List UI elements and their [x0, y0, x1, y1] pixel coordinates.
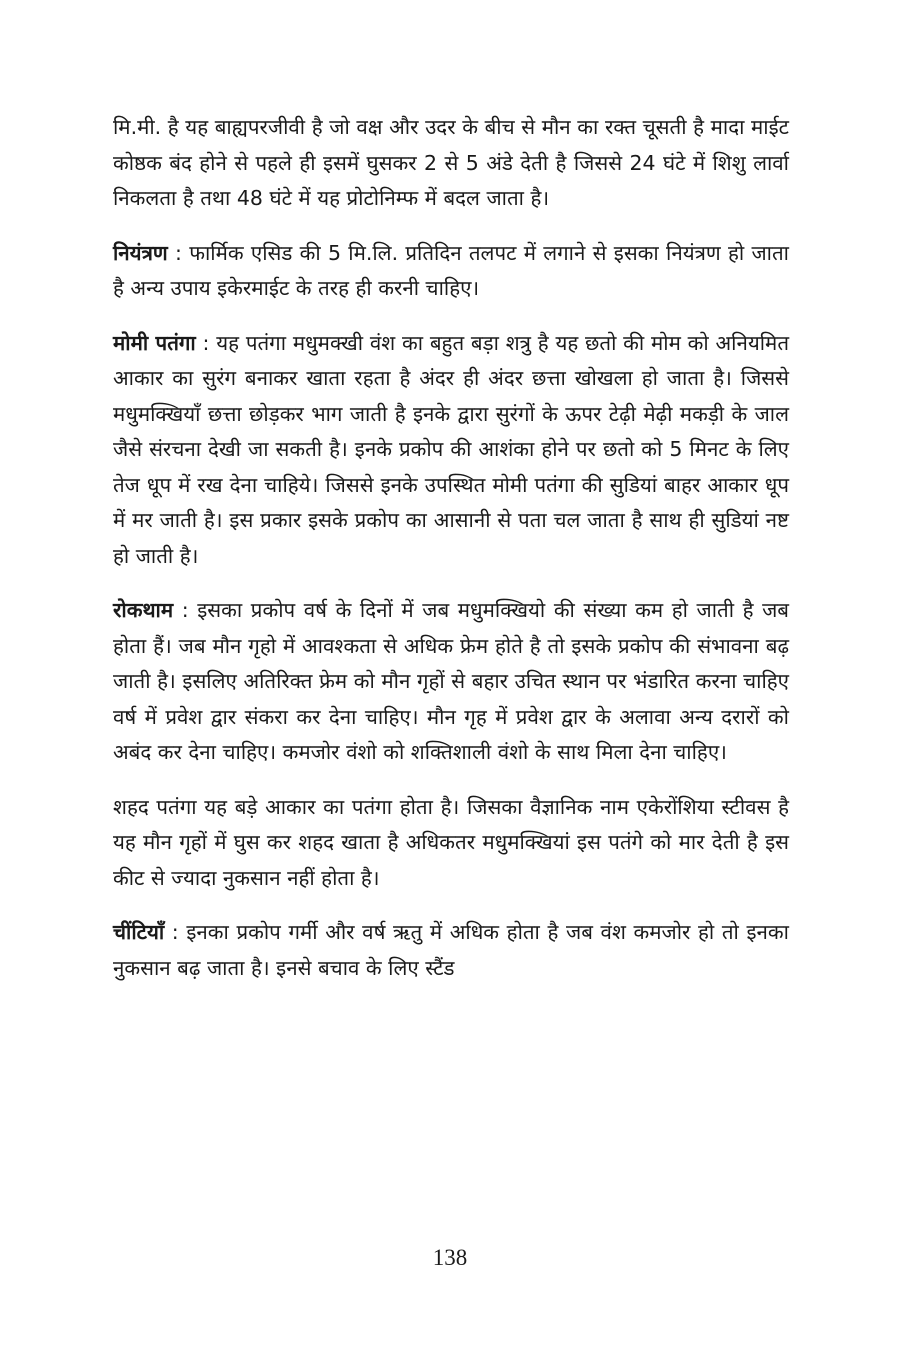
term-separator: : [173, 598, 198, 622]
paragraph-text: मि.मी. है यह बाह्यपरजीवी है जो वक्ष और उदर के बीच से मौन का रक्त चूसती है मादा माईट कोष्ठक बंद होने से पहले ही इसमें घुसकर 2 से 5 अंडे देती है जिससे 24 घंटे में शिशु लार्वा निकलता है तथा 48 घंटे में यह प्रोटोनिम्फ में बदल जाता है। [113, 115, 789, 210]
paragraph-text: इनका प्रकोप गर्मी और वर्ष ऋतु में अधिक होता है जब वंश कमजोर हो तो इनका नुकसान बढ़ जाता है। इनसे बचाव के लिए स्टैंड [113, 920, 789, 980]
paragraph-text: यह पतंगा मधुमक्खी वंश का बहुत बड़ा शत्रु है यह छतो की मोम को अनियमित आकार का सुरंग बनाकर खाता रहता है अंदर ही अंदर छत्ता खोखला हो जाता है। जिससे मधुमक्खियाँ छत्ता छोड़कर भाग जाती है इनके द्वारा सुरंगों के ऊपर टेढ़ी मेढ़ी मकड़ी के जाल जैसे संरचना देखी जा सकती है। इनके प्रकोप की आशंका होने पर छतो को 5 मिनट के लिए तेज धूप में रख देना चाहिये। जिससे इनके उपस्थित मोमी पतंगा की सुडियां बाहर आकार धूप में मर जाती है। इस प्रकार इसके प्रकोप का आसानी से पता चल जाता है साथ ही सुडियां नष्ट हो जाती है। [113, 330, 789, 568]
paragraph-honey-moth [113, 790, 789, 897]
heading-ants: चींटियाँ [113, 920, 165, 944]
paragraph-text: इसका प्रकोप वर्ष के दिनों में जब मधुमक्खियो की संख्या कम हो जाती है जब होता हैं। जब मौन गृहो में आवश्कता से अधिक फ्रेम होते है तो इसके प्रकोप की संभावना बढ़ जाती है। इसलिए अतिरिक्त फ्रेम को मौन गृहों से बहार उचित स्थान पर भंडारित करना चाहिए वर्ष में प्रवेश द्वार संकरा कर देना चाहिए। मौन गृह में प्रवेश द्वार के अलावा अन्य दरारों को अबंद कर देना चाहिए। कमजोर वंशो को शक्तिशाली वंशो के साथ मिला देना चाहिए। [113, 598, 789, 764]
heading-prevention: रोकथाम [113, 598, 174, 622]
paragraph-varroa-description [113, 110, 789, 217]
paragraph-wax-moth [113, 326, 789, 575]
term-separator: : [195, 330, 217, 355]
page-body [113, 110, 789, 1005]
heading-control: नियंत्रण [113, 240, 168, 265]
paragraph-control [113, 236, 789, 307]
paragraph-text: शहद पतंगा यह बड़े आकार का पतंगा होता है। जिसका वैज्ञानिक नाम एकेरोंशिया स्टीवस है यह मौन गृहों में घुस कर शहद खाता है अधिकतर मधुमक्खियां इस पतंगे को मार देती है इस कीट से ज्यादा नुकसान नहीं होता है। [113, 794, 789, 890]
term-separator: : [164, 920, 187, 944]
term-separator: : [167, 240, 190, 265]
heading-wax-moth: मोमी पतंगा [113, 330, 196, 355]
paragraph-ants [113, 915, 789, 986]
page-number: 138 [432, 1245, 468, 1270]
paragraph-prevention [113, 593, 789, 771]
paragraph-text: फार्मिक एसिड की 5 मि.लि. प्रतिदिन तलपट में लगाने से इसका नियंत्रण हो जाता है अन्य उपाय इकेरमाईट के तरह ही करनी चाहिए। [113, 240, 789, 300]
